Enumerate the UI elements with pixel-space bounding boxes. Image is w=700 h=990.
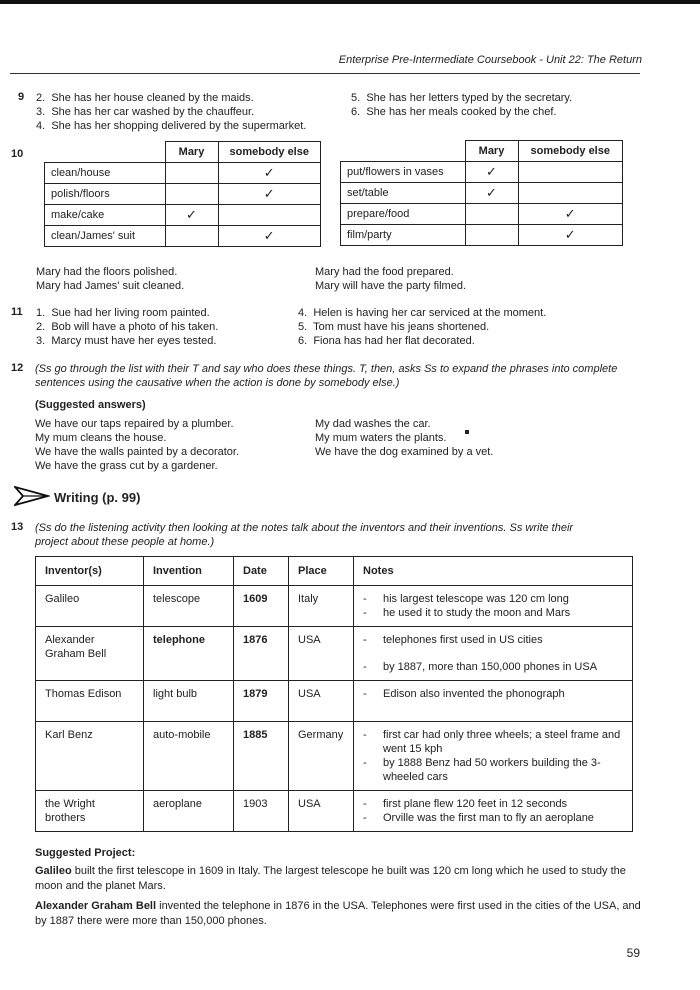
table-row xyxy=(45,205,321,226)
table-row xyxy=(36,791,633,832)
ex12-instructions-line2: sentences using the causative when the action is done by somebody else.) xyxy=(35,377,400,389)
note-item: - first car had only three wheels; a steel frame and went 15 kph xyxy=(363,728,623,756)
task-cell: film/party xyxy=(341,225,466,246)
exercise-13-number: 13 xyxy=(11,521,24,533)
note-item: - first plane flew 120 feet in 12 seconds xyxy=(363,797,623,811)
tick-cell: ✓ xyxy=(518,225,623,246)
project-name: Galileo xyxy=(35,865,72,877)
invention-cell: aeroplane xyxy=(144,791,234,832)
list-item: 6. She has her meals cooked by the chef. xyxy=(351,106,557,118)
invention-cell: auto-mobile xyxy=(144,722,234,791)
table-row xyxy=(45,163,321,184)
task-cell: polish/floors xyxy=(45,184,166,205)
tick-cell: ✓ xyxy=(218,226,321,247)
notes-cell xyxy=(354,586,633,627)
table-header-row xyxy=(45,142,321,163)
task-cell: prepare/food xyxy=(341,204,466,225)
task-cell: make/cake xyxy=(45,205,166,226)
table-row xyxy=(45,184,321,205)
list-item: My dad washes the car. xyxy=(315,418,431,430)
list-item: 1. Sue had her living room painted. xyxy=(36,307,210,319)
exercise-11-number: 11 xyxy=(11,306,23,318)
ex13-instructions-line2: project about these people at home.) xyxy=(35,536,215,548)
answer-sentence: Mary had James' suit cleaned. xyxy=(36,280,185,292)
exercise-10-number: 10 xyxy=(11,148,24,160)
date-cell: 1903 xyxy=(234,791,289,832)
list-item: My mum cleans the house. xyxy=(35,432,167,444)
tick-cell xyxy=(518,162,623,183)
list-item: 5. She has her letters typed by the secretary. xyxy=(351,92,573,104)
suggested-project-heading: Suggested Project: xyxy=(35,847,136,859)
tick-cell: ✓ xyxy=(518,204,623,225)
inventor-cell: Galileo xyxy=(36,586,144,627)
tick-cell: ✓ xyxy=(218,184,321,205)
top-border xyxy=(0,0,700,4)
tick-cell: ✓ xyxy=(218,163,321,184)
list-item: We have our taps repaired by a plumber. xyxy=(35,418,234,430)
column-header: somebody else xyxy=(218,142,321,163)
table-row xyxy=(45,226,321,247)
table-header-row xyxy=(36,557,633,586)
table-row xyxy=(36,722,633,791)
project-paragraph-galileo xyxy=(35,864,645,894)
task-cell: clean/James' suit xyxy=(45,226,166,247)
table-row xyxy=(36,681,633,722)
date-cell: 1879 xyxy=(234,681,289,722)
tick-cell xyxy=(465,204,518,225)
date-cell: 1885 xyxy=(234,722,289,791)
column-header: Mary xyxy=(465,141,518,162)
inventor-cell: Karl Benz xyxy=(36,722,144,791)
ex12-instructions-line1: (Ss go through the list with their T and say who does these things. T, then, asks Ss to expand the phrases into complete xyxy=(35,363,618,375)
column-header: Mary xyxy=(165,142,218,163)
date-cell: 1876 xyxy=(234,627,289,681)
tick-cell: ✓ xyxy=(465,183,518,204)
ex13-instructions-line1: (Ss do the listening activity then looking at the notes talk about the inventors and their inventions. Ss write their xyxy=(35,522,574,534)
task-cell: put/flowers in vases xyxy=(341,162,466,183)
column-header: Inventor(s) xyxy=(36,557,144,586)
note-item: - telephones first used in US cities xyxy=(363,633,623,647)
answer-sentence: Mary had the floors polished. xyxy=(36,266,178,278)
table-row xyxy=(341,225,623,246)
list-item: 4. She has her shopping delivered by the supermarket. xyxy=(36,120,307,132)
list-item: 6. Fiona has had her flat decorated. xyxy=(298,335,475,347)
tick-cell xyxy=(165,163,218,184)
project-text: built the first telescope in 1609 in Italy. The largest telescope he built was 120 cm long which he used to study the moon and the planet Mars. xyxy=(35,865,626,892)
note-item: - Edison also invented the phonograph xyxy=(363,687,623,701)
list-item: My mum waters the plants. xyxy=(315,432,447,444)
list-item: 3. Marcy must have her eyes tested. xyxy=(36,335,217,347)
invention-cell: telephone xyxy=(144,627,234,681)
note-item: - Orville was the first man to fly an aeroplane xyxy=(363,811,623,825)
running-header: Enterprise Pre-Intermediate Coursebook - Unit 22: The Return xyxy=(338,54,642,66)
list-item: 2. She has her house cleaned by the maids. xyxy=(36,92,254,104)
arrow-icon xyxy=(14,484,50,508)
tick-cell xyxy=(165,226,218,247)
answer-sentence: Mary had the food prepared. xyxy=(315,266,454,278)
suggested-answers-heading: (Suggested answers) xyxy=(35,399,146,411)
column-header: Date xyxy=(234,557,289,586)
page-number: 59 xyxy=(626,946,640,960)
ink-mark xyxy=(465,430,469,434)
column-header: somebody else xyxy=(518,141,623,162)
project-text: invented the telephone in 1876 in the USA. Telephones were first used in the cities of the USA, and by 1887 there were more than 150,000 phones. xyxy=(35,900,641,927)
list-item: 5. Tom must have his jeans shortened. xyxy=(298,321,490,333)
table-row xyxy=(341,183,623,204)
header-rule xyxy=(10,73,640,74)
tick-cell: ✓ xyxy=(165,205,218,226)
inventor-cell: the Wright brothers xyxy=(36,791,144,832)
invention-cell: telescope xyxy=(144,586,234,627)
ex10-right-table xyxy=(340,140,623,246)
list-item: 3. She has her car washed by the chauffeur. xyxy=(36,106,255,118)
project-paragraph-bell xyxy=(35,899,645,929)
list-item: We have the grass cut by a gardener. xyxy=(35,460,218,472)
column-header: Notes xyxy=(354,557,633,586)
exercise-9-number: 9 xyxy=(18,91,25,103)
table-header-row xyxy=(341,141,623,162)
ex10-left-table xyxy=(44,141,321,247)
table-row xyxy=(36,627,633,681)
place-cell: Germany xyxy=(289,722,354,791)
place-cell: Italy xyxy=(289,586,354,627)
notes-cell xyxy=(354,791,633,832)
notes-cell xyxy=(354,627,633,681)
answer-sentence: Mary will have the party filmed. xyxy=(315,280,466,292)
list-item: 2. Bob will have a photo of his taken. xyxy=(36,321,219,333)
notes-cell xyxy=(354,681,633,722)
table-row xyxy=(36,586,633,627)
task-cell: set/table xyxy=(341,183,466,204)
note-item: - by 1887, more than 150,000 phones in USA xyxy=(363,660,623,674)
writing-section-title: Writing (p. 99) xyxy=(54,490,141,505)
invention-cell: light bulb xyxy=(144,681,234,722)
column-header: Place xyxy=(289,557,354,586)
note-item: - by 1888 Benz had 50 workers building the 3-wheeled cars xyxy=(363,756,623,784)
table-row xyxy=(341,162,623,183)
inventor-cell: Thomas Edison xyxy=(36,681,144,722)
inventors-table xyxy=(35,556,633,832)
list-item: 4. Helen is having her car serviced at the moment. xyxy=(298,307,547,319)
tick-cell xyxy=(218,205,321,226)
place-cell: USA xyxy=(289,627,354,681)
project-name: Alexander Graham Bell xyxy=(35,900,157,912)
task-cell: clean/house xyxy=(45,163,166,184)
exercise-12-number: 12 xyxy=(11,362,24,374)
inventor-cell: Alexander Graham Bell xyxy=(36,627,144,681)
tick-cell xyxy=(465,225,518,246)
notes-cell xyxy=(354,722,633,791)
date-cell: 1609 xyxy=(234,586,289,627)
place-cell: USA xyxy=(289,681,354,722)
note-item: - he used it to study the moon and Mars xyxy=(363,606,623,620)
column-header: Invention xyxy=(144,557,234,586)
tick-cell xyxy=(518,183,623,204)
note-item: - his largest telescope was 120 cm long xyxy=(363,592,623,606)
table-row xyxy=(341,204,623,225)
tick-cell xyxy=(165,184,218,205)
list-item: We have the dog examined by a vet. xyxy=(315,446,494,458)
tick-cell: ✓ xyxy=(465,162,518,183)
place-cell: USA xyxy=(289,791,354,832)
list-item: We have the walls painted by a decorator. xyxy=(35,446,240,458)
